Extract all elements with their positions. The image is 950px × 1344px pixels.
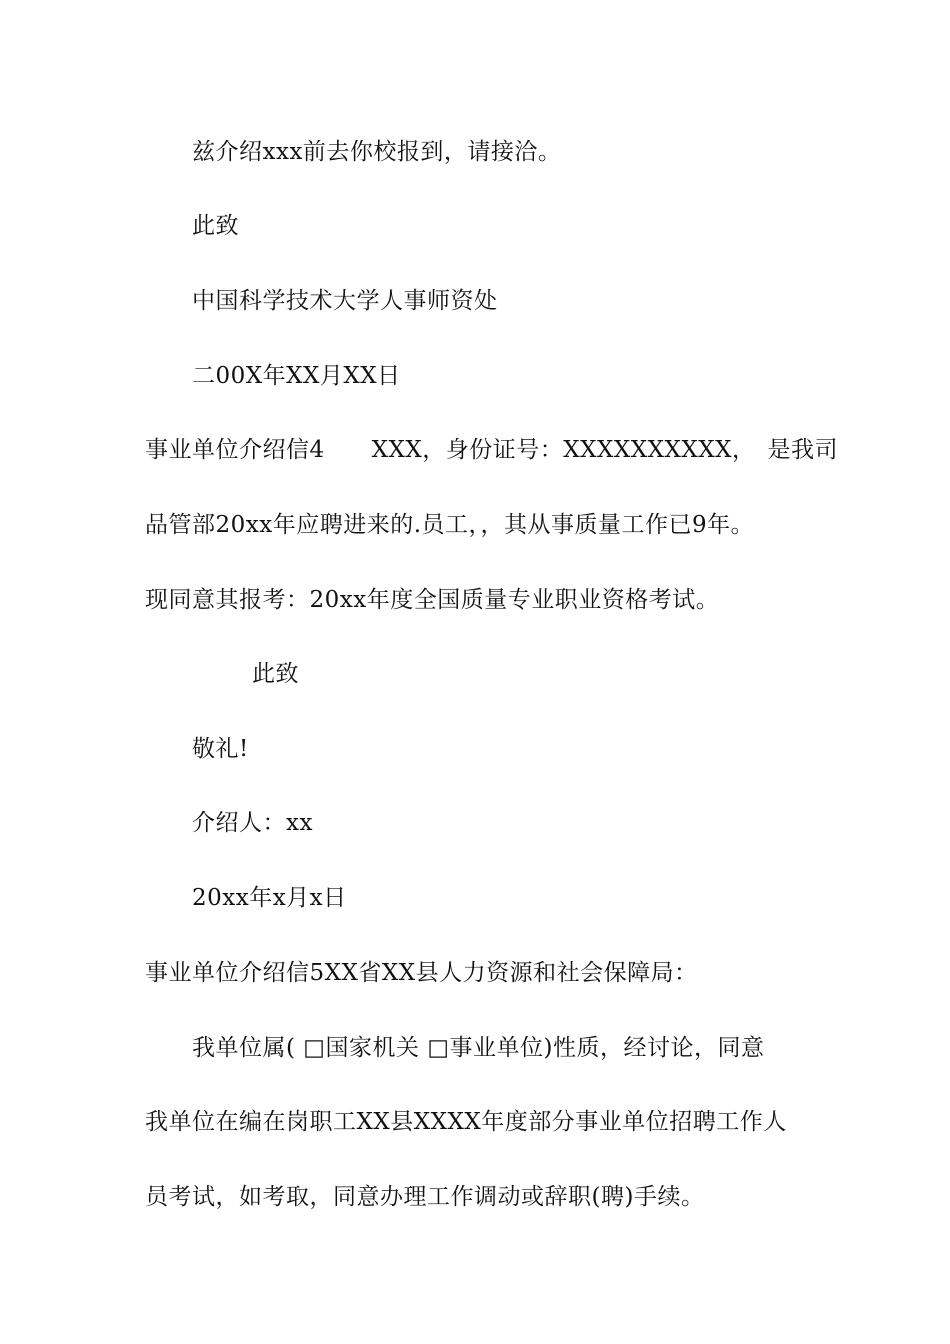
salutation-closing: 此致 [192,213,239,239]
letter-date: 二00X年XX月XX日 [192,363,401,389]
letter-heading-4: 事业单位介绍信4 XXX，身份证号：XXXXXXXXXX， 是我司 [145,437,838,463]
salutation-closing: 此致 [252,661,299,687]
regards-line: 敬礼! [192,736,249,762]
letter-heading-5: 事业单位介绍信5XX省XX县人力资源和社会保障局： [145,960,698,986]
sender-organization: 中国科学技术大学人事师资处 [192,288,498,314]
letter-body-line: 现同意其报考：20xx年度全国质量专业职业资格考试。 [145,587,720,613]
letter-body-line: 我单位在编在岗职工XX县XXXX年度部分事业单位招聘工作人 [145,1109,787,1135]
letter-body-line: 品管部20xx年应聘进来的.员工，，其从事质量工作已9年。 [145,512,755,538]
letter-date: 20xx年x月x日 [192,885,347,911]
letter-body-line: 我单位属( □国家机关 □事业单位)性质，经讨论，同意 [192,1035,765,1061]
letter-body-line: 员考试，如考取，同意办理工作调动或辞职(聘)手续。 [145,1184,705,1210]
letter-body-line: 兹介绍xxx前去你校报到，请接洽。 [192,139,562,165]
introducer-line: 介绍人：xx [192,810,313,836]
